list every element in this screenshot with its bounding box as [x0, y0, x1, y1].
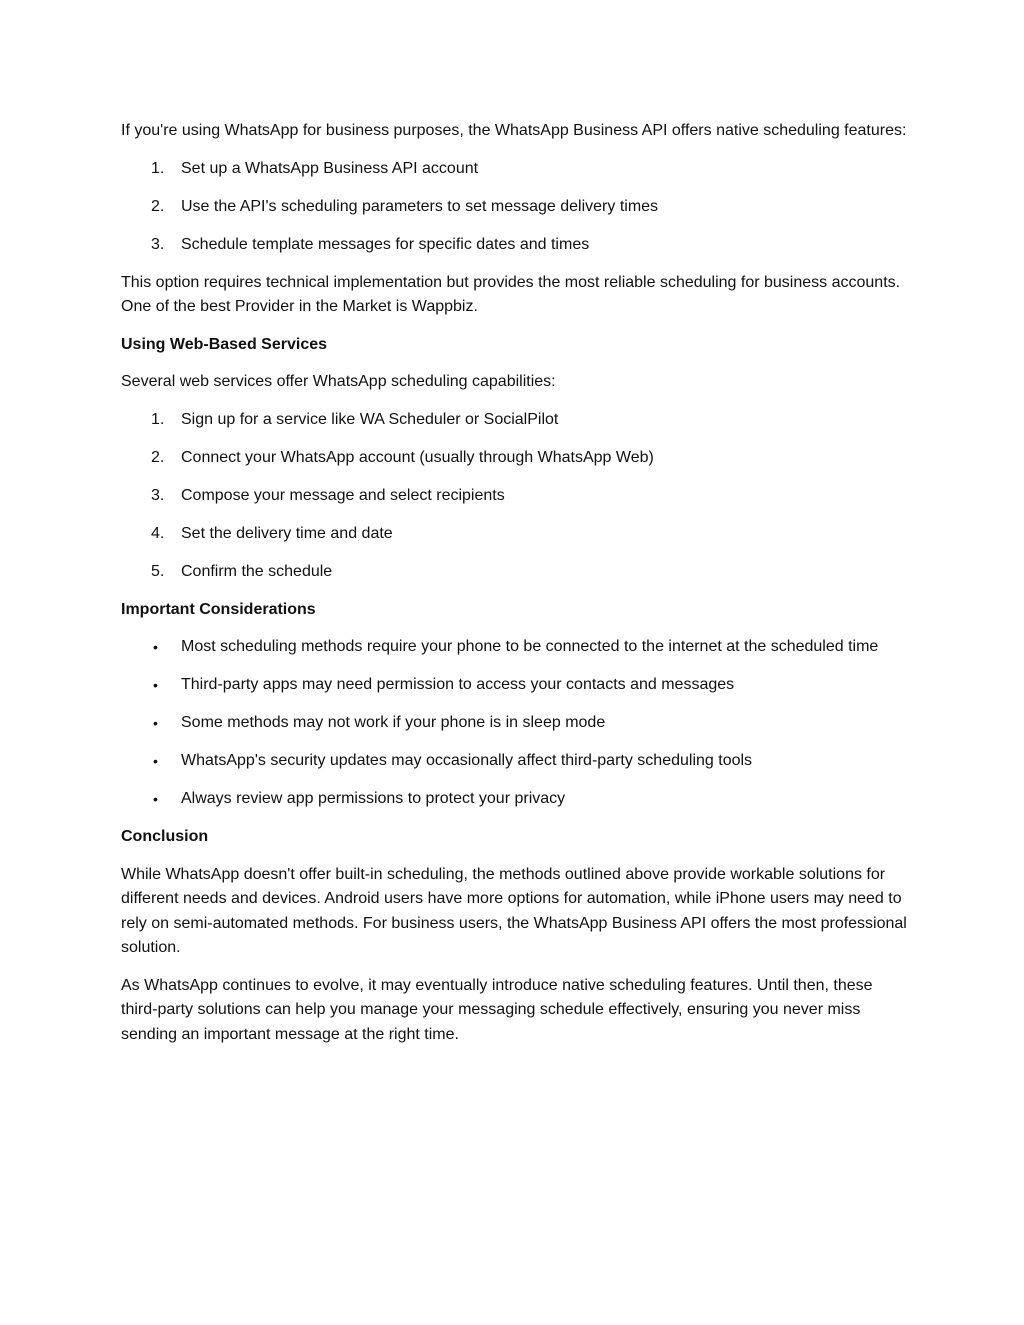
list-item [121, 446, 911, 471]
considerations-list [121, 635, 911, 812]
bullet-icon: • [153, 791, 158, 807]
list-item [121, 408, 911, 433]
list-number: 3. [151, 235, 165, 253]
list-item-text: Sign up for a service like WA Scheduler or SocialPilot [181, 410, 559, 428]
document-body [121, 119, 911, 1060]
list-item [121, 195, 911, 220]
list-number: 4. [151, 524, 165, 542]
list-item [121, 233, 911, 258]
bullet-icon: • [153, 715, 158, 731]
conclusion-heading: Conclusion [121, 828, 209, 845]
list-item-text: Most scheduling methods require your phone to be connected to the internet at the scheduled time [181, 638, 879, 655]
list-item [121, 711, 911, 736]
web-services-intro: Several web services offer WhatsApp scheduling capabilities: [121, 373, 556, 390]
bullet-icon: • [153, 753, 158, 769]
list-item-text: Set up a WhatsApp Business API account [181, 159, 479, 177]
list-item [121, 157, 911, 182]
list-item-text: Schedule template messages for specific dates and times [181, 235, 590, 253]
list-item-text: Use the API's scheduling parameters to set message delivery times [181, 197, 659, 215]
intro-paragraph: If you're using WhatsApp for business purposes, the WhatsApp Business API offers native scheduling features: [121, 122, 907, 139]
list-item [121, 635, 911, 660]
list-item-text: Always review app permissions to protect your privacy [181, 790, 566, 807]
considerations-heading: Important Considerations [121, 600, 316, 618]
list-number: 2. [151, 197, 165, 215]
list-item-text: Third-party apps may need permission to access your contacts and messages [181, 676, 735, 693]
web-services-heading: Using Web-Based Services [121, 335, 328, 353]
list-item [121, 560, 911, 585]
conclusion-paragraph-2: As WhatsApp continues to evolve, it may eventually introduce native scheduling features. Until then, these third-party solutions can help you manage your messaging schedule effectively, ensuring you never miss sending an important message at the right time. [121, 976, 873, 1043]
api-note-paragraph: This option requires technical implementation but provides the most reliable scheduling for business accounts. One of the best Provider in the Market is Wappbiz. [121, 273, 901, 315]
list-item [121, 673, 911, 698]
web-steps-list [121, 408, 911, 585]
list-number: 2. [151, 448, 165, 466]
api-steps-list [121, 157, 911, 258]
list-number: 1. [151, 410, 165, 428]
bullet-icon: • [153, 677, 158, 693]
list-item [121, 749, 911, 774]
list-item-text: Compose your message and select recipients [181, 486, 505, 504]
list-item-text: Connect your WhatsApp account (usually through WhatsApp Web) [181, 448, 654, 466]
bullet-icon: • [153, 639, 158, 655]
list-item-text: Confirm the schedule [181, 562, 333, 580]
list-number: 3. [151, 486, 165, 504]
list-item-text: WhatsApp's security updates may occasionally affect third-party scheduling tools [181, 752, 753, 769]
list-item-text: Set the delivery time and date [181, 524, 393, 542]
list-item [121, 484, 911, 509]
conclusion-paragraph-1: While WhatsApp doesn't offer built-in scheduling, the methods outlined above provide workable solutions for different needs and devices. Android users have more options for automation, while iPhone users may need to rely on semi-automated methods. For business users, the WhatsApp Business API offers the most professional solution. [121, 865, 907, 956]
list-number: 5. [151, 562, 165, 580]
list-number: 1. [151, 159, 165, 177]
list-item [121, 787, 911, 812]
list-item [121, 522, 911, 547]
list-item-text: Some methods may not work if your phone is in sleep mode [181, 714, 606, 731]
